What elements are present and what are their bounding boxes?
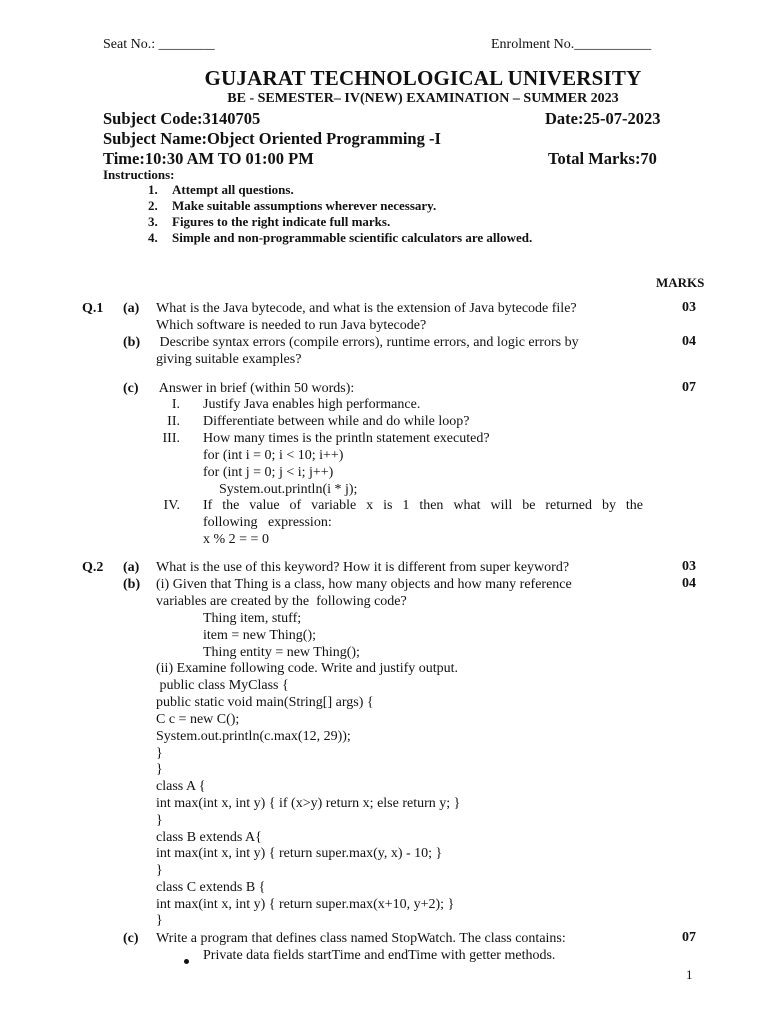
code-line: int max(int x, int y) { return super.max(x+10, y+2); } — [156, 897, 455, 912]
code-line: class B extends A{ — [156, 830, 262, 845]
code-line: System.out.println(i * j); — [219, 482, 358, 497]
total-marks: Total Marks:70 — [548, 149, 657, 168]
exam-date: Date:25-07-2023 — [545, 109, 661, 128]
subject-code: Subject Code:3140705 — [103, 109, 261, 128]
q2-part-b-label: (b) — [123, 577, 141, 592]
q2b-text: variables are created by the following code? — [156, 594, 407, 609]
q2a-text: What is the use of this keyword? How it is different from super keyword? — [156, 560, 570, 575]
code-line: for (int j = 0; j < i; j++) — [203, 465, 334, 480]
q1b-text: giving suitable examples? — [156, 352, 302, 367]
code-line: Thing item, stuff; — [203, 611, 302, 626]
q2b-marks: 04 — [682, 576, 696, 591]
code-line: Thing entity = new Thing(); — [203, 645, 360, 660]
roman-numeral: II. — [167, 414, 180, 429]
code-line: for (int i = 0; i < 10; i++) — [203, 448, 344, 463]
q1b-text: Describe syntax errors (compile errors), runtime errors, and logic errors by — [156, 335, 579, 350]
code-line: } — [156, 913, 163, 928]
instruction-item: 4. Simple and non-programmable scientific calculators are allowed. — [148, 230, 533, 245]
q2b-text: (i) Given that Thing is a class, how many objects and how many reference — [156, 577, 572, 592]
code-line: item = new Thing(); — [203, 628, 317, 643]
code-line: } — [156, 762, 163, 777]
q1a-text: What is the Java bytecode, and what is the extension of Java bytecode file? — [156, 301, 577, 316]
q2b-part-ii-text: (ii) Examine following code. Write and justify output. — [156, 661, 459, 676]
q1a-text: Which software is needed to run Java bytecode? — [156, 318, 427, 333]
q1c-item-text: If the value of variable x is 1 then what will be returned by the — [203, 498, 643, 513]
exam-time: Time:10:30 AM TO 01:00 PM — [103, 149, 314, 168]
q2-part-c-label: (c) — [123, 931, 139, 946]
q1c-item-text: Justify Java enables high performance. — [203, 397, 421, 412]
q2a-marks: 03 — [682, 559, 696, 574]
q2c-text: Write a program that defines class named StopWatch. The class contains: — [156, 931, 566, 946]
enrolment-number: Enrolment No.___________ — [491, 37, 652, 52]
code-line: class C extends B { — [156, 880, 266, 895]
instruction-item: 1. Attempt all questions. — [148, 182, 294, 197]
q1b-marks: 04 — [682, 334, 696, 349]
subject-name: Subject Name:Object Oriented Programming -I — [103, 129, 441, 148]
seat-number: Seat No.: ________ — [103, 37, 215, 52]
q1-part-c-label: (c) — [123, 381, 139, 396]
code-line: C c = new C(); — [156, 712, 240, 727]
question-2-label: Q.2 — [82, 560, 104, 575]
q1-part-a-label: (a) — [123, 301, 140, 316]
code-line: public static void main(String[] args) { — [156, 695, 374, 710]
marks-heading: MARKS — [656, 275, 705, 290]
code-line: public class MyClass { — [156, 678, 289, 693]
q1a-marks: 03 — [682, 300, 696, 315]
code-line: int max(int x, int y) { if (x>y) return x; else return y; } — [156, 796, 461, 811]
page-number: 1 — [686, 967, 693, 982]
roman-numeral: IV. — [163, 498, 180, 513]
instruction-item: 3. Figures to the right indicate full marks. — [148, 214, 391, 229]
instruction-item: 2. Make suitable assumptions wherever necessary. — [148, 198, 437, 213]
exam-title: BE - SEMESTER– IV(NEW) EXAMINATION – SUMMER 2023 — [227, 91, 619, 106]
code-line: int max(int x, int y) { return super.max(y, x) - 10; } — [156, 846, 443, 861]
q1c-marks: 07 — [682, 380, 696, 395]
code-line: System.out.println(c.max(12, 29)); — [156, 729, 351, 744]
roman-numeral: I. — [171, 397, 180, 412]
q1c-item-text: Differentiate between while and do while loop? — [203, 414, 470, 429]
q1c-item-text: How many times is the println statement executed? — [203, 431, 490, 446]
instructions-list — [148, 182, 532, 246]
q1-part-b-label: (b) — [123, 335, 141, 350]
q2c-bullet-text: Private data fields startTime and endTime with getter methods. — [203, 948, 556, 963]
q1c-intro: Answer in brief (within 50 words): — [156, 381, 355, 396]
q2c-marks: 07 — [682, 930, 696, 945]
code-line: } — [156, 813, 163, 828]
code-line: } — [156, 746, 163, 761]
roman-numeral: III. — [162, 431, 180, 446]
q2-part-a-label: (a) — [123, 560, 140, 575]
code-line: class A { — [156, 779, 206, 794]
instructions-heading: Instructions: — [103, 167, 175, 182]
university-title: GUJARAT TECHNOLOGICAL UNIVERSITY — [204, 66, 642, 90]
code-line: } — [156, 863, 163, 878]
question-1-label: Q.1 — [82, 301, 104, 316]
code-line: x % 2 = = 0 — [203, 532, 269, 547]
bullet-icon — [184, 952, 189, 970]
q1c-item-text: following expression: — [203, 515, 332, 530]
